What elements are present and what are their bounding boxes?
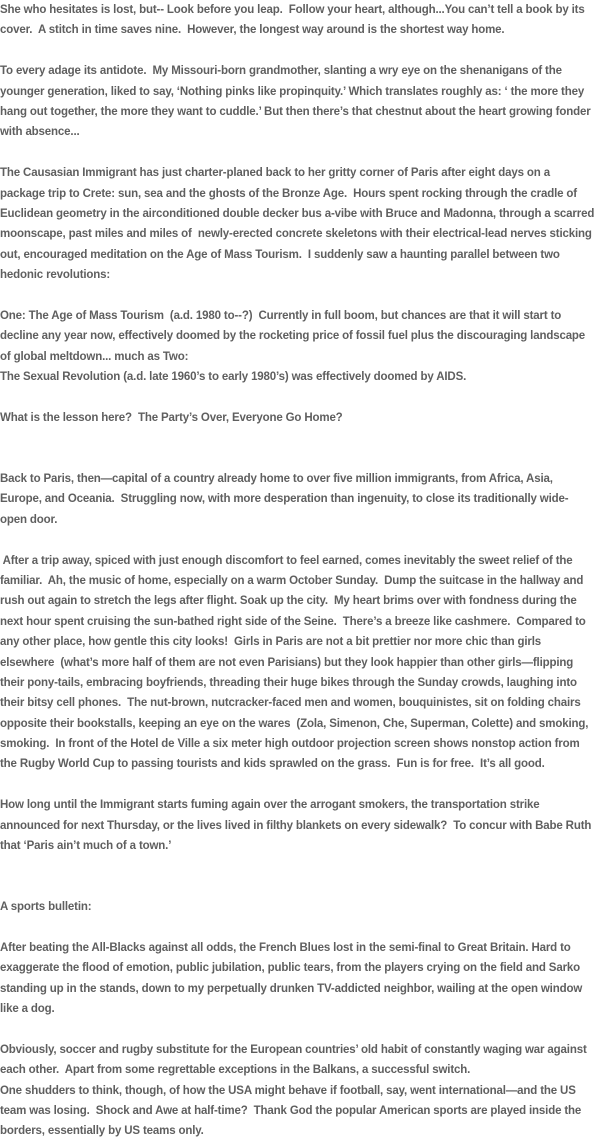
text-line: the Rugby World Cup to passing tourists and kids sprawled on the grass. Fun is for free. It’s all good. (0, 758, 545, 771)
text-line: After a trip away, spiced with just enough discomfort to feel earned, comes inevitably the sweet relief of the (0, 554, 573, 567)
text-line: team was losing. Shock and Awe at half-time? Thank God the popular American sports are played inside the (0, 1105, 582, 1118)
text-line: Back to Paris, then—capital of a country already home to over five million immigrants, from Africa, Asia, (0, 472, 553, 485)
paragraph (0, 795, 609, 856)
text-line: hang out together, the more they want to cuddle.’ But then there’s that chestnut about the heart growing fonder (0, 105, 591, 118)
text-line: next hour spent cruising the sun-bathed right side of the Seine. There’s a breeze like cashmere. Compared to (0, 615, 586, 628)
paragraph-gap (0, 387, 609, 407)
text-line: like a dog. (0, 1003, 55, 1016)
text-line: cover. A stitch in time saves nine. However, the longest way around is the shortest way home. (0, 24, 505, 37)
paragraph-gap (0, 775, 609, 795)
text-line: borders, essentially by US teams only. (0, 1125, 204, 1138)
text-line: younger generation, liked to say, ‘Nothing pinks like propinquity.’ Which translates roughly as: ‘ the more they (0, 85, 585, 98)
paragraph (0, 306, 609, 388)
text-line: opposite their bookstalls, keeping an eye on the wares (Zola, Simenon, Che, Superman, Colette) and smoking, (0, 717, 589, 730)
text-line: She who hesitates is lost, but-- Look before you leap. Follow your heart, although...You can’t tell a book by its (0, 4, 585, 16)
paragraph (0, 408, 609, 428)
paragraph-gap (0, 530, 609, 550)
text-line: After beating the All-Blacks against all odds, the French Blues lost in the semi-final to Great Britain. Hard to (0, 941, 571, 954)
text-line: Obviously, soccer and rugby substitute for the European countries’ old habit of constantly waging war against (0, 1043, 587, 1056)
paragraph-gap (0, 856, 609, 876)
text-line: Europe, and Oceania. Struggling now, with more desperation than ingenuity, to close its traditionally wide- (0, 493, 569, 506)
text-line: decline any year now, effectively doomed by the rocketing price of fossil fuel plus the discouraging landscape (0, 330, 586, 343)
text-line: out, encouraged meditation on the Age of Mass Tourism. I suddenly saw a haunting parallel between two (0, 248, 560, 261)
paragraph-gap (0, 918, 609, 938)
paragraph (0, 0, 609, 41)
text-line: that ‘Paris ain’t much of a town.’ (0, 840, 172, 853)
paragraph-gap (0, 449, 609, 469)
text-line: with absence... (0, 126, 80, 139)
text-line: open door. (0, 513, 58, 526)
paragraph (0, 551, 609, 775)
paragraph-gap (0, 1020, 609, 1040)
paragraph-gap (0, 428, 609, 448)
text-line: rush out again to stretch the legs after flight. Soak up the city. My heart brims over with fondness during the (0, 595, 577, 608)
paragraph-gap (0, 877, 609, 897)
text-line: standing up in the stands, down to my perpetually drunken TV-addicted neighbor, wailing at the open window (0, 982, 583, 995)
text-line: The Sexual Revolution (a.d. late 1960’s to early 1980’s) was effectively doomed by AIDS. (0, 371, 467, 384)
text-line: What is the lesson here? The Party’s Over, Everyone Go Home? (0, 411, 343, 424)
text-line: familiar. Ah, the music of home, especially on a warm October Sunday. Dump the suitcase in the hallway and (0, 574, 584, 587)
text-line: of global meltdown... much as Two: (0, 350, 189, 363)
paragraph (0, 938, 609, 1020)
text-line: One: The Age of Mass Tourism (a.d. 1980 to--?) Currently in full boom, but chances are that it will start to (0, 309, 562, 322)
paragraph-gap (0, 41, 609, 61)
paragraph (0, 897, 609, 917)
paragraph-gap (0, 285, 609, 305)
paragraph (0, 61, 609, 143)
paragraph-gap (0, 143, 609, 163)
paragraph (0, 163, 609, 285)
text-line: The Causasian Immigrant has just charter-planed back to her gritty corner of Paris after eight days on a (0, 167, 550, 180)
paragraph (0, 1040, 609, 1142)
text-line: each other. Apart from some regrettable exceptions in the Balkans, a successful switch. (0, 1064, 471, 1077)
text-line: hedonic revolutions: (0, 269, 111, 282)
text-line: package trip to Crete: sun, sea and the ghosts of the Bronze Age. Hours spent rocking through the cradle of (0, 187, 577, 200)
text-line: their pony-tails, embracing boyfriends, threading their huge bikes through the Sunday crowds, laughing into (0, 676, 577, 689)
text-line: A sports bulletin: (0, 901, 92, 914)
text-line: moonscape, past miles and miles of newly-erected concrete skeletons with their electrical-lead nerves sticking (0, 228, 592, 241)
text-line: To every adage its antidote. My Missouri-born grandmother, slanting a wry eye on the shenanigans of the (0, 65, 562, 78)
text-line: any other place, how gentle this city looks! Girls in Paris are not a bit prettier nor more chic than girls (0, 636, 542, 649)
paragraph (0, 469, 609, 530)
text-line: announced for next Thursday, or the lives lived in filthy blankets on every sidewalk? To concur with Babe Ruth (0, 819, 592, 832)
text-line: How long until the Immigrant starts fuming again over the arrogant smokers, the transportation strike (0, 799, 540, 812)
text-line: their bitsy cell phones. The nut-brown, nutcracker-faced men and women, bouquinistes, sit on folding chairs (0, 697, 581, 710)
text-line: elsewhere (what’s more half of them are not even Parisians) but they look happier than other girls—flipping (0, 656, 574, 669)
text-line: Euclidean geometry in the airconditioned double decker bus a-vibe with Bruce and Madonna, through a scarred (0, 207, 595, 220)
text-line: smoking. In front of the Hotel de Ville a six meter high outdoor projection screen shows nonstop action from (0, 738, 580, 751)
text-line: exaggerate the flood of emotion, public jubilation, public tears, from the players crying on the field and Sarko (0, 962, 581, 975)
text-line: One shudders to think, though, of how the USA might behave if football, say, went international—and the US (0, 1084, 576, 1097)
